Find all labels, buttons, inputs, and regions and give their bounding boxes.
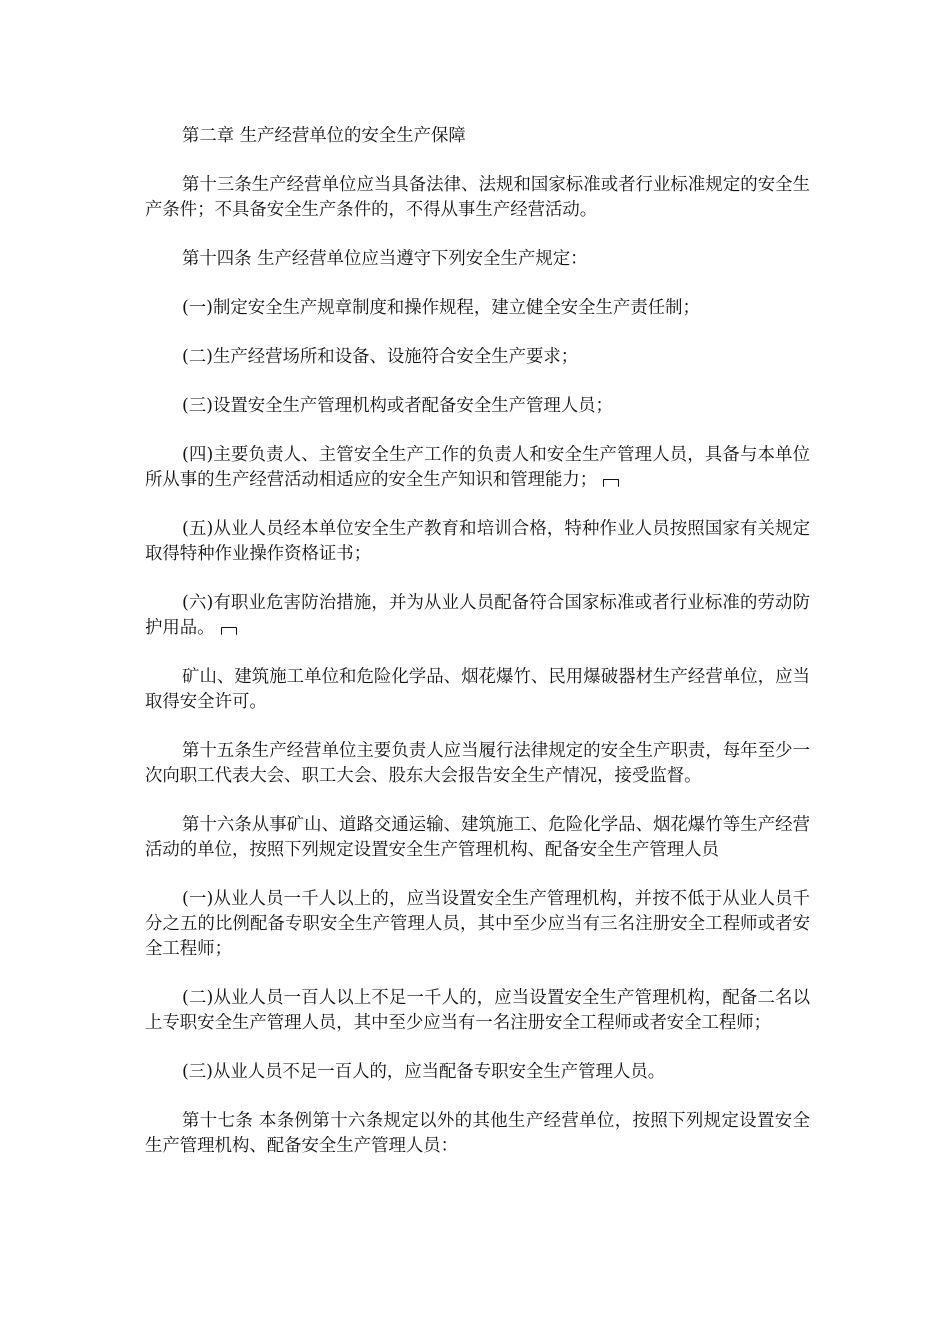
article-14-heading: 第十四条 生产经营单位应当遵守下列安全生产规定： [182, 249, 588, 269]
article-16-item-1: (一)从业人员一千人以上的，应当设置安全生产管理机构，并按不低于从业人员千分之五的比例配备专职安全生产管理人员，其中至少应当有三名注册安全工程师或者安全工程师； [145, 889, 810, 959]
article-16-heading: 第十六条从事矿山、道路交通运输、建筑施工、危险化学品、烟花爆竹等生产经营活动的单位，按照下列规定设置安全生产管理机构、配备安全生产管理人员 [145, 815, 810, 860]
chapter-heading: 第二章 生产经营单位的安全生产保障 [182, 126, 466, 146]
paragraph-mark-icon [603, 479, 619, 487]
article-15: 第十五条生产经营单位主要负责人应当履行法律规定的安全生产职责，每年至少一次向职工代表大会、职工大会、股东大会报告安全生产情况，接受监督。 [145, 741, 810, 786]
article-14-item-6: (六)有职业危害防治措施，并为从业人员配备符合国家标准或者行业标准的劳动防护用品。 [145, 593, 810, 638]
document-body [145, 124, 810, 1183]
safety-license-clause: 矿山、建筑施工单位和危险化学品、烟花爆竹、民用爆破器材生产经营单位，应当取得安全许可。 [145, 667, 810, 712]
article-14-item-4: (四)主要负责人、主管安全生产工作的负责人和安全生产管理人员，具备与本单位所从事的生产经营活动相适应的安全生产知识和管理能力； [145, 445, 810, 490]
article-17: 第十七条 本条例第十六条规定以外的其他生产经营单位，按照下列规定设置安全生产管理机构、配备安全生产管理人员： [145, 1111, 810, 1156]
article-16-item-3: (三)从业人员不足一百人的，应当配备专职安全生产管理人员。 [182, 1062, 666, 1082]
article-14-item-3: (三)设置安全生产管理机构或者配备安全生产管理人员； [182, 396, 613, 416]
paragraph-mark-icon [221, 627, 237, 635]
article-13: 第十三条生产经营单位应当具备法律、法规和国家标准或者行业标准规定的安全生产条件；不具备安全生产条件的，不得从事生产经营活动。 [145, 175, 810, 220]
article-14-item-2: (二)生产经营场所和设备、设施符合安全生产要求； [182, 347, 579, 367]
article-14-item-1: (一)制定安全生产规章制度和操作规程，建立健全安全生产责任制； [182, 298, 700, 318]
article-14-item-5: (五)从业人员经本单位安全生产教育和培训合格，特种作业人员按照国家有关规定取得特种作业操作资格证书； [145, 519, 810, 564]
article-16-item-2: (二)从业人员一百人以上不足一千人的，应当设置安全生产管理机构，配备二名以上专职安全生产管理人员，其中至少应当有一名注册安全工程师或者安全工程师； [145, 988, 810, 1033]
